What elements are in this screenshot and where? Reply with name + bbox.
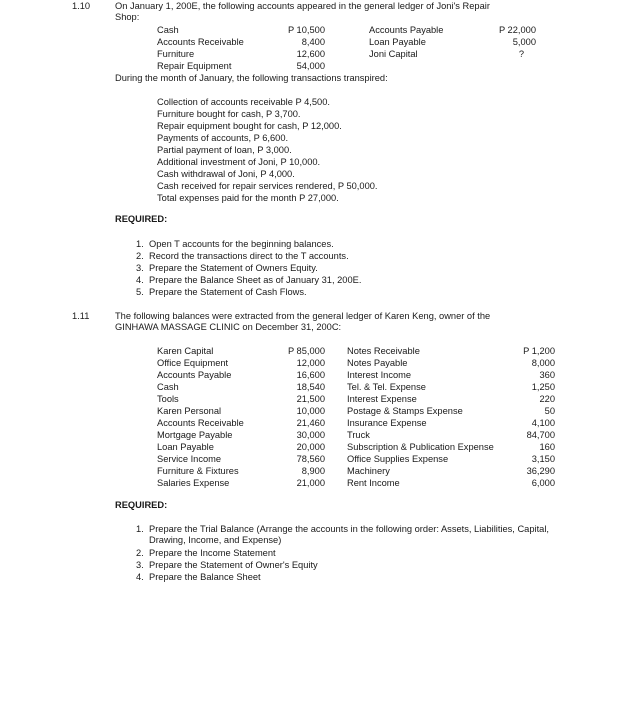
required-item-text: Prepare the Trial Balance (Arrange the accounts in the following order: Assets, Liabilities, Capital, Drawing, Income, and Expense) <box>149 524 549 545</box>
account-name: Loan Payable <box>369 37 426 47</box>
required-item-text: Prepare the Income Statement <box>149 548 276 558</box>
required-item-number: 4. <box>136 572 144 582</box>
required-item-text: Record the transactions direct to the T accounts. <box>149 251 349 261</box>
required-heading: REQUIRED: <box>115 500 168 510</box>
account-name: Tel. & Tel. Expense <box>347 382 426 392</box>
account-name: Rent Income <box>347 478 400 488</box>
account-name: Karen Personal <box>157 406 222 416</box>
account-amount: 21,500 <box>296 394 325 404</box>
account-name: Loan Payable <box>157 442 214 452</box>
account-amount: 36,290 <box>526 466 555 476</box>
account-amount: 1,250 <box>531 382 555 392</box>
required-item-number: 3. <box>136 263 144 273</box>
account-name: Truck <box>347 430 370 440</box>
account-amount: ? <box>518 49 524 59</box>
account-name: Notes Receivable <box>347 346 420 356</box>
account-name: Service Income <box>157 454 222 464</box>
account-amount: 12,600 <box>296 49 325 59</box>
transaction-item: Cash withdrawal of Joni, P 4,000. <box>157 169 295 179</box>
account-amount: 54,000 <box>296 61 325 71</box>
account-amount: 6,000 <box>531 478 555 488</box>
account-name: Insurance Expense <box>347 418 427 428</box>
problem-intro-line-1: On January 1, 200E, the following accounts appeared in the general ledger of Joni's Repair <box>115 1 490 11</box>
account-name: Furniture <box>157 49 195 59</box>
transactions-intro: During the month of January, the following transactions transpired: <box>115 73 388 83</box>
required-item-number: 2. <box>136 548 144 558</box>
account-amount: 3,150 <box>531 454 555 464</box>
account-amount: 12,000 <box>296 358 325 368</box>
account-name: Furniture & Fixtures <box>157 466 239 476</box>
account-amount: 8,400 <box>301 37 325 47</box>
account-name: Office Equipment <box>157 358 229 368</box>
account-amount: 8,000 <box>531 358 555 368</box>
account-amount: 18,540 <box>296 382 325 392</box>
account-name: Cash <box>157 382 179 392</box>
required-item-text: Prepare the Balance Sheet as of January 31, 200E. <box>149 275 362 285</box>
account-amount: 30,000 <box>296 430 325 440</box>
account-name: Joni Capital <box>369 49 418 59</box>
account-amount: 160 <box>539 442 555 452</box>
account-name: Accounts Receivable <box>157 418 244 428</box>
required-item-text: Open T accounts for the beginning balances. <box>149 239 334 249</box>
account-name: Notes Payable <box>347 358 408 368</box>
problem-intro-line-1: The following balances were extracted from the general ledger of Karen Keng, owner of the <box>115 311 491 321</box>
required-item-number: 3. <box>136 560 144 570</box>
account-amount: 84,700 <box>526 430 555 440</box>
required-item-number: 1. <box>136 524 144 534</box>
problem-number: 1.11 <box>72 311 90 321</box>
account-amount: P 22,000 <box>498 25 536 35</box>
account-name: Salaries Expense <box>157 478 230 488</box>
account-amount: 16,600 <box>296 370 325 380</box>
account-amount: P 10,500 <box>287 25 325 35</box>
required-item-text: Prepare the Balance Sheet <box>149 572 261 582</box>
account-name: Office Supplies Expense <box>347 454 449 464</box>
transaction-item: Additional investment of Joni, P 10,000. <box>157 157 321 167</box>
account-amount: 5,000 <box>512 37 536 47</box>
problem-intro-line-2: GINHAWA MASSAGE CLINIC on December 31, 200C: <box>115 322 342 332</box>
account-name: Karen Capital <box>157 346 214 356</box>
account-amount: 50 <box>544 406 555 416</box>
transaction-item: Cash received for repair services rendered, P 50,000. <box>157 181 378 191</box>
required-item-number: 2. <box>136 251 144 261</box>
account-amount: 78,560 <box>296 454 325 464</box>
account-name: Machinery <box>347 466 390 476</box>
required-item-text: Prepare the Statement of Owners Equity. <box>149 263 318 273</box>
account-amount: 8,900 <box>301 466 325 476</box>
transaction-item: Payments of accounts, P 6,600. <box>157 133 289 143</box>
transaction-item: Furniture bought for cash, P 3,700. <box>157 109 301 119</box>
account-amount: 21,000 <box>296 478 325 488</box>
transaction-item: Partial payment of loan, P 3,000. <box>157 145 292 155</box>
required-heading: REQUIRED: <box>115 214 168 224</box>
required-item-number: 4. <box>136 275 144 285</box>
account-name: Repair Equipment <box>157 61 232 71</box>
account-name: Subscription & Publication Expense <box>347 442 494 452</box>
account-name: Tools <box>157 394 179 404</box>
account-amount: P 85,000 <box>287 346 325 356</box>
account-name: Interest Expense <box>347 394 417 404</box>
transaction-item: Collection of accounts receivable P 4,500. <box>157 97 330 107</box>
problem-number: 1.10 <box>72 1 91 11</box>
account-name: Accounts Receivable <box>157 37 244 47</box>
account-name: Mortgage Payable <box>157 430 233 440</box>
account-name: Interest Income <box>347 370 412 380</box>
account-name: Accounts Payable <box>369 25 444 35</box>
required-item-number: 1. <box>136 239 144 249</box>
account-amount: 10,000 <box>296 406 325 416</box>
required-item-text: Prepare the Statement of Cash Flows. <box>149 287 307 297</box>
account-amount: 220 <box>539 394 555 404</box>
transaction-item: Repair equipment bought for cash, P 12,000. <box>157 121 342 131</box>
required-item-number: 5. <box>136 287 144 297</box>
account-name: Postage & Stamps Expense <box>347 406 463 416</box>
account-amount: 4,100 <box>531 418 555 428</box>
account-amount: 360 <box>539 370 555 380</box>
account-amount: P 1,200 <box>523 346 555 356</box>
account-name: Accounts Payable <box>157 370 232 380</box>
account-name: Cash <box>157 25 179 35</box>
required-item-text: Prepare the Statement of Owner's Equity <box>149 560 318 570</box>
account-amount: 20,000 <box>296 442 325 452</box>
account-amount: 21,460 <box>296 418 325 428</box>
problem-intro-line-2: Shop: <box>115 12 140 22</box>
transaction-item: Total expenses paid for the month P 27,000. <box>157 193 339 203</box>
